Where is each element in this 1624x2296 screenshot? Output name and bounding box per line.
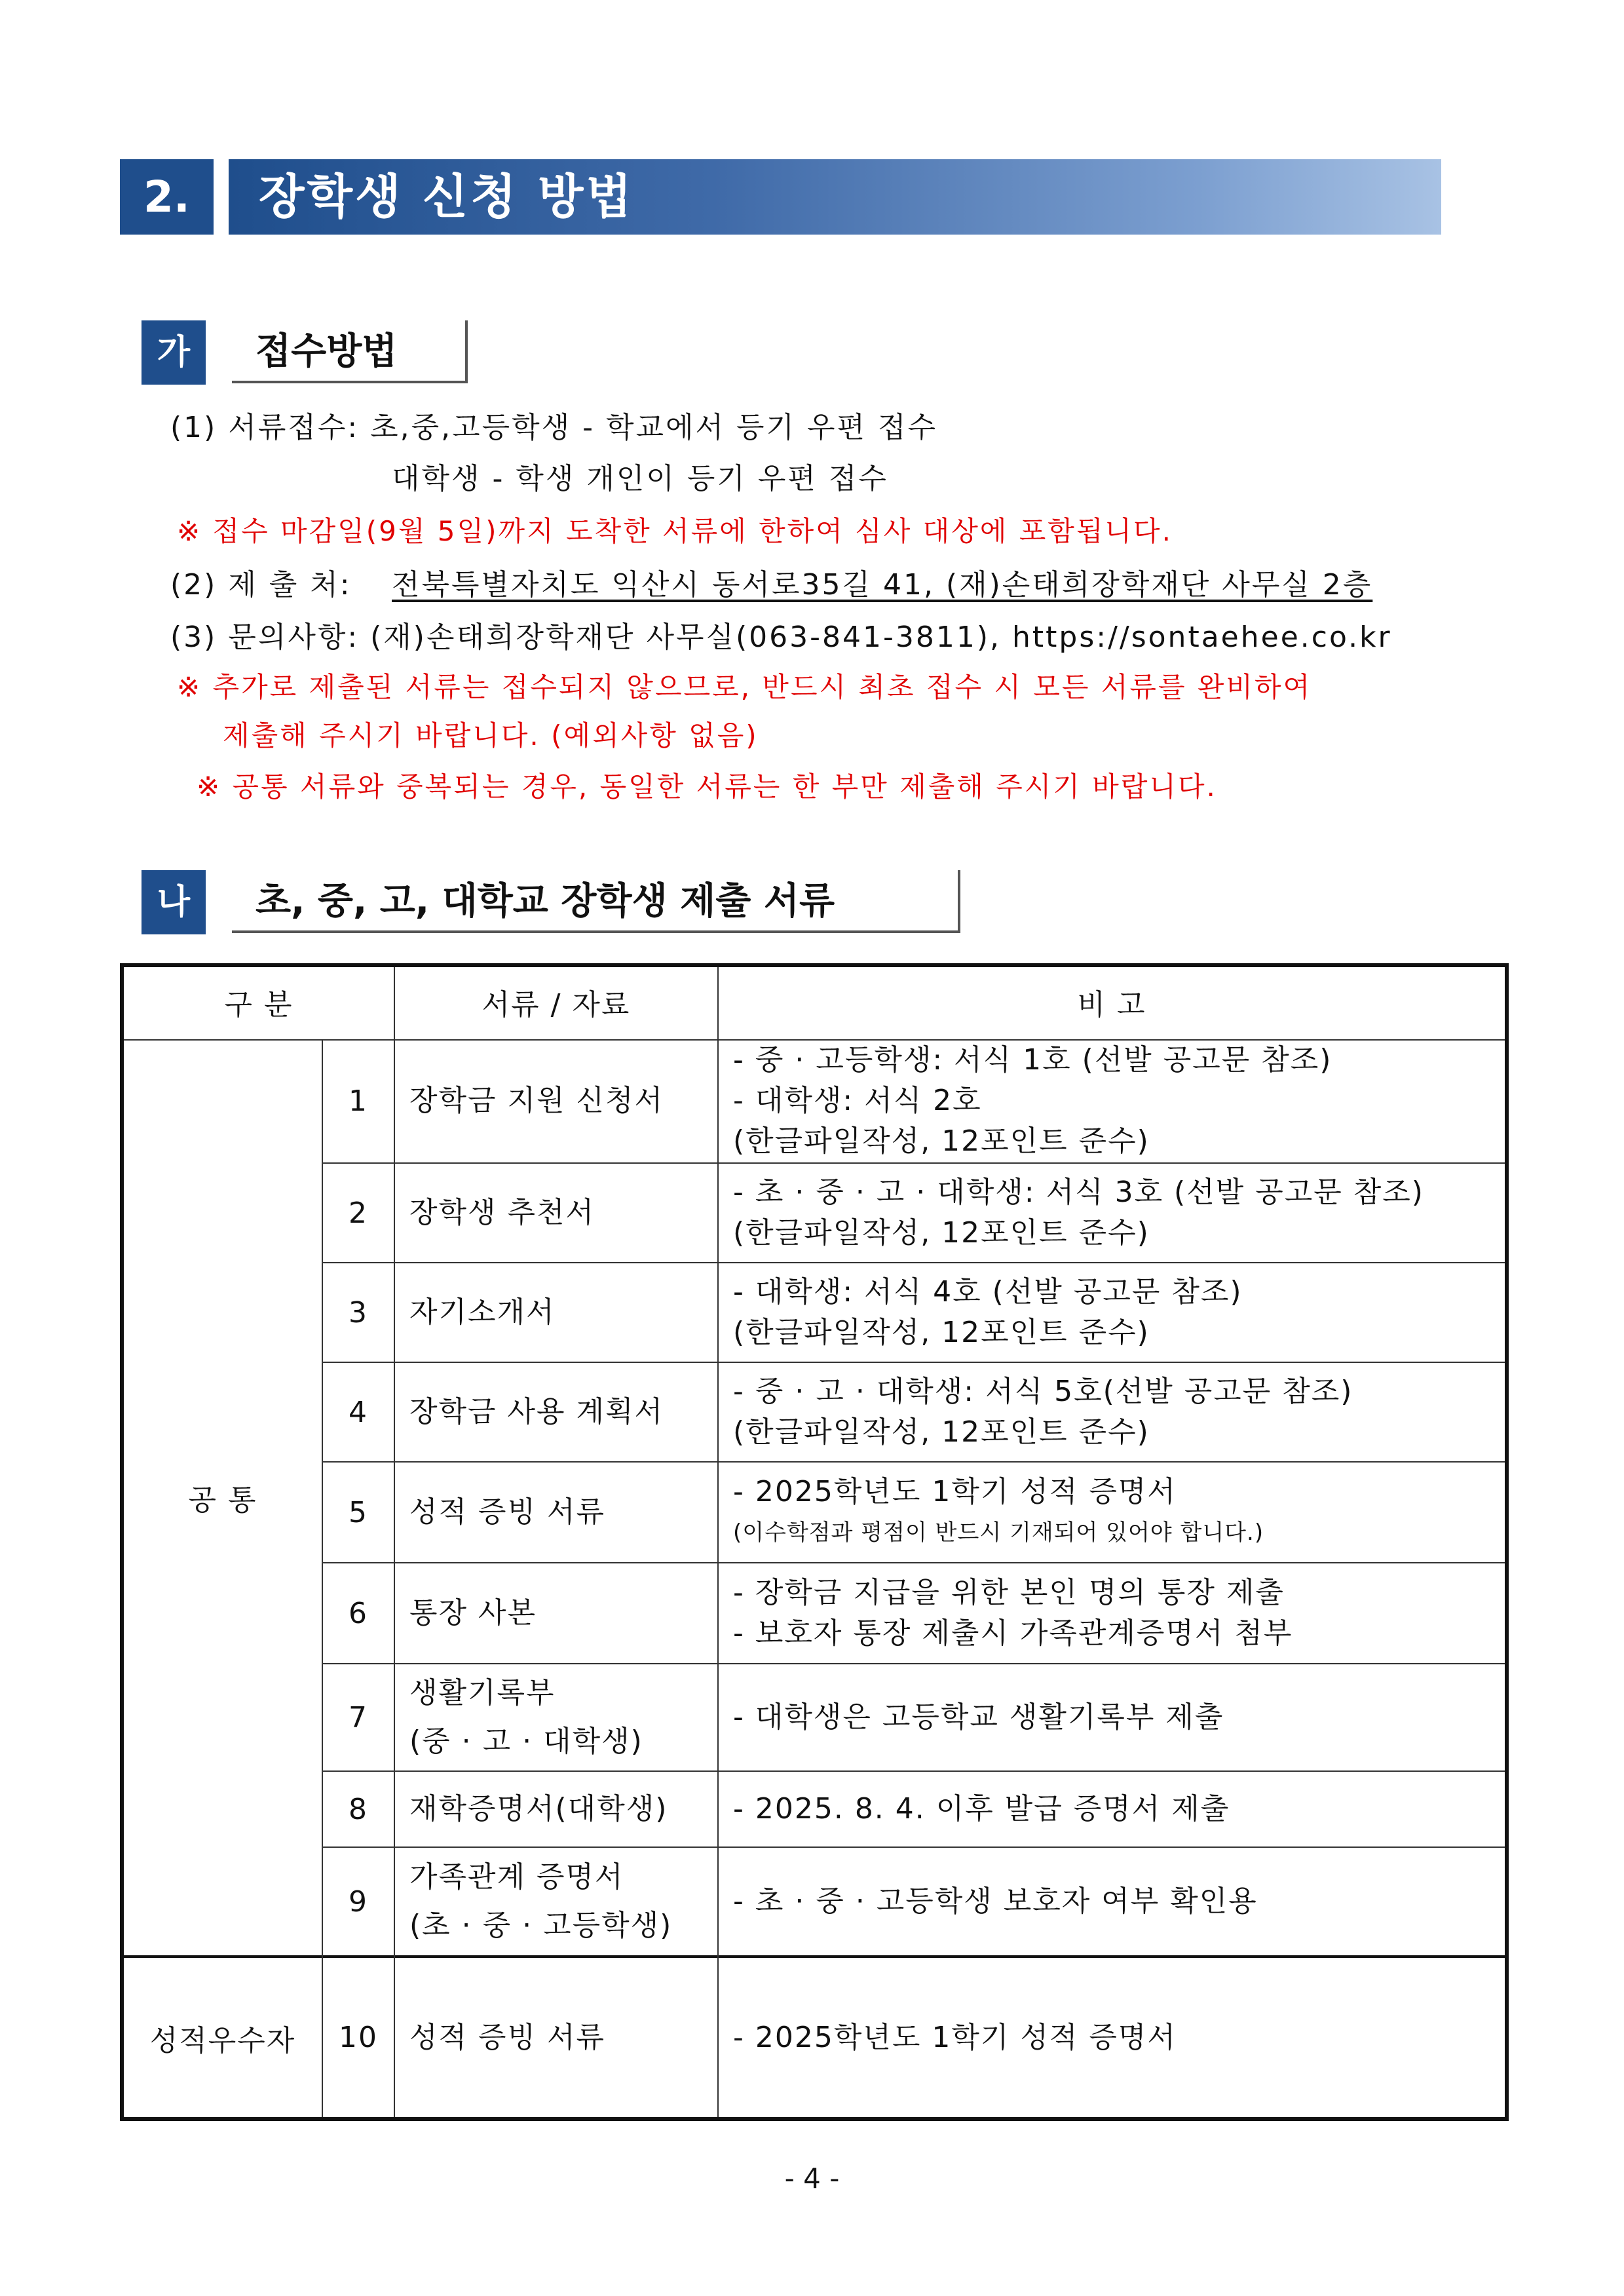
row-document: 가족관계 증명서 (초 · 중 · 고등학생) (409, 1860, 673, 1942)
row-document: 성적 증빙 서류 (409, 1495, 605, 1529)
row-document: 통장 사본 (409, 1596, 537, 1630)
header-document: 서류 / 자료 (482, 988, 631, 1022)
row-remarks: - 장학금 지급을 위한 본인 명의 통장 제출 - 보호자 통장 제출시 가족관계증명서 첨부 (733, 1576, 1293, 1650)
row-number: 6 (349, 1596, 368, 1630)
row-number: 2 (349, 1196, 368, 1230)
group-common: 공 통 (188, 1483, 257, 1517)
row-document: 자기소개서 (409, 1295, 556, 1329)
submission-line-1: (1) 서류접수: 초,중,고등학생 - 학교에서 등기 우편 접수 (170, 411, 937, 444)
row-document: 생활기록부 (중 · 고 · 대학생) (409, 1676, 643, 1758)
row-remarks: - 초 · 중 · 고 · 대학생: 서식 3호 (선발 공고문 참조) (한글파일작성, 12포인트 준수) (733, 1176, 1424, 1250)
section-title: 장학생 신청 방법 (259, 169, 634, 224)
row-document: 장학금 사용 계획서 (409, 1395, 664, 1428)
row-remarks: - 초 · 중 · 고등학생 보호자 여부 확인용 (733, 1885, 1258, 1918)
section-number: 2. (120, 159, 214, 235)
submit-place-address: 전북특별자치도 익산시 동서로35길 41, (재)손태희장학재단 사무실 2층 (392, 568, 1373, 602)
row-remarks: - 대학생: 서식 4호 (선발 공고문 참조) (한글파일작성, 12포인트 준수) (733, 1275, 1243, 1349)
deadline-note: ※ 접수 마감일(9월 5일)까지 도착한 서류에 한하여 심사 대상에 포함됩니다. (177, 515, 1173, 547)
row-remarks: - 중 · 고 · 대학생: 서식 5호(선발 공고문 참조) (한글파일작성, 12포인트 준수) (733, 1375, 1353, 1449)
row-document: 재학증명서(대학생) (409, 1792, 668, 1826)
row-number: 5 (349, 1495, 368, 1529)
submit-place-label: (2) 제 출 처: (170, 568, 352, 602)
row-document: 장학금 지원 신청서 (409, 1084, 664, 1117)
row-number: 8 (349, 1792, 368, 1826)
row-document: 장학생 추천서 (409, 1196, 595, 1229)
notice-additional-1: ※ 추가로 제출된 서류는 접수되지 않으므로, 반드시 최초 접수 시 모든 서류를 완비하여 (177, 671, 1312, 703)
page-number: - 4 - (784, 2162, 840, 2194)
part-a-title: 접수방법 (232, 320, 468, 383)
row-remarks: - 중 · 고등학생: 서식 1호 (선발 공고문 참조) - 대학생: 서식 2호 (한글파일작성, 12포인트 준수) (733, 1043, 1332, 1158)
row-document: 성적 증빙 서류 (409, 2020, 605, 2054)
row-number: 7 (349, 1700, 368, 1734)
group-excellent: 성적우수자 (149, 2023, 296, 2057)
row-remarks: - 대학생은 고등학교 생활기록부 제출 (733, 1700, 1224, 1734)
part-b-tag: 나 (142, 870, 206, 934)
part-a-tag: 가 (142, 320, 206, 385)
header-category: 구 분 (224, 988, 293, 1022)
submission-line-2: 대학생 - 학생 개인이 등기 우편 접수 (392, 462, 888, 495)
row-remarks: - 2025학년도 1학기 성적 증명서 (이수학점과 평점이 반드시 기재되어 있어야 합니다.) (733, 1475, 1264, 1546)
row-number: 3 (349, 1295, 368, 1330)
row-number: 10 (339, 2021, 378, 2054)
notice-additional-2: 제출해 주시기 바랍니다. (예외사항 없음) (223, 719, 759, 752)
header-remarks: 비 고 (1077, 988, 1146, 1022)
part-b-title: 초, 중, 고, 대학교 장학생 제출 서류 (232, 870, 960, 933)
row-remarks: - 2025학년도 1학기 성적 증명서 (733, 2020, 1177, 2054)
row-number: 1 (349, 1084, 368, 1118)
row-remarks: - 2025. 8. 4. 이후 발급 증명서 제출 (733, 1792, 1230, 1826)
row-number: 4 (349, 1395, 368, 1429)
notice-duplicate: ※ 공통 서류와 중복되는 경우, 동일한 서류는 한 부만 제출해 주시기 바랍니다. (197, 771, 1217, 803)
documents-table (120, 963, 1509, 2121)
row-number: 9 (349, 1885, 368, 1919)
contact-line: (3) 문의사항: (재)손태희장학재단 사무실(063-841-3811), https://sontaehee.co.kr (170, 621, 1392, 654)
